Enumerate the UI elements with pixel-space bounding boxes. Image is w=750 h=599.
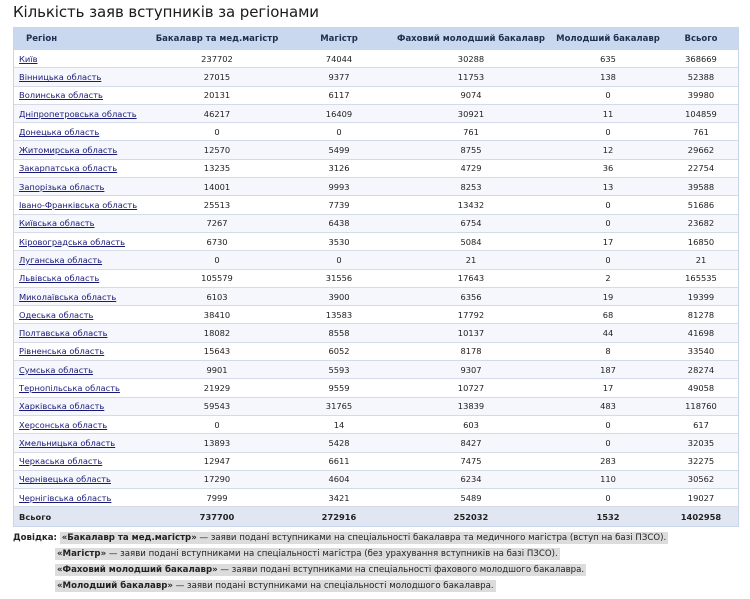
cell-bachelor: 6730 <box>146 232 288 250</box>
cell-region <box>14 68 146 86</box>
cell-region <box>14 287 146 305</box>
region-link[interactable]: Тернопільська область <box>19 382 120 393</box>
table-row <box>14 397 738 415</box>
cell-junior-specialist: 5084 <box>390 232 552 250</box>
table-row <box>14 86 738 104</box>
cell-junior-bachelor: 13 <box>552 178 664 196</box>
note-junior-specialist <box>55 564 586 576</box>
note-text: — заяви подані вступниками на спеціальності бакалавра та медичного магістра (вступ на базі ПЗСО). <box>196 533 667 543</box>
cell-master: 5428 <box>288 434 390 452</box>
cell-junior-specialist: 13432 <box>390 196 552 214</box>
cell-junior-specialist: 17643 <box>390 269 552 287</box>
note-bachelor <box>60 532 669 544</box>
region-link[interactable]: Чернігівська область <box>19 492 112 503</box>
table-row <box>14 269 738 287</box>
note-term: «Фаховий молодший бакалавр» <box>57 565 218 575</box>
note-text: — заяви подані вступниками на спеціальності магістра (без урахування вступників на базі ПЗСО). <box>106 549 558 559</box>
cell-region <box>14 306 146 324</box>
cell-total: 32275 <box>664 452 738 470</box>
region-link[interactable]: Волинська область <box>19 90 103 101</box>
cell-region <box>14 269 146 287</box>
cell-master: 74044 <box>288 50 390 68</box>
cell-master: 14 <box>288 415 390 433</box>
table-row <box>14 141 738 159</box>
cell-region <box>14 251 146 269</box>
table-row <box>14 470 738 488</box>
cell-junior-specialist: 7475 <box>390 452 552 470</box>
cell-junior-specialist: 10137 <box>390 324 552 342</box>
region-link[interactable]: Сумська область <box>19 364 94 375</box>
cell-junior-specialist: 8178 <box>390 342 552 360</box>
cell-master: 4604 <box>288 470 390 488</box>
cell-bachelor: 21929 <box>146 379 288 397</box>
note-line <box>55 549 560 559</box>
cell-junior-bachelor: 483 <box>552 397 664 415</box>
cell-bachelor: 59543 <box>146 397 288 415</box>
note-line <box>55 565 586 575</box>
cell-total: 39588 <box>664 178 738 196</box>
region-link[interactable]: Хмельницька область <box>19 437 116 448</box>
table-row <box>14 159 738 177</box>
cell-master: 9377 <box>288 68 390 86</box>
cell-master: 16409 <box>288 104 390 122</box>
region-link[interactable]: Рівненська область <box>19 346 105 357</box>
total-cell-master: 272916 <box>288 507 390 527</box>
cell-junior-bachelor: 68 <box>552 306 664 324</box>
cell-region <box>14 470 146 488</box>
table-row <box>14 306 738 324</box>
table-row <box>14 324 738 342</box>
table-row <box>14 342 738 360</box>
note-term: «Магістр» <box>57 549 107 559</box>
cell-junior-bachelor: 17 <box>552 379 664 397</box>
column-header-region[interactable]: Регіон <box>14 28 146 50</box>
total-cell-bachelor: 737700 <box>146 507 288 527</box>
cell-junior-bachelor: 2 <box>552 269 664 287</box>
cell-master: 31556 <box>288 269 390 287</box>
cell-bachelor: 13893 <box>146 434 288 452</box>
table-row <box>14 379 738 397</box>
region-link[interactable]: Київ <box>19 53 38 64</box>
cell-total: 81278 <box>664 306 738 324</box>
cell-bachelor: 18082 <box>146 324 288 342</box>
cell-junior-specialist: 761 <box>390 123 552 141</box>
cell-region <box>14 141 146 159</box>
cell-junior-bachelor: 187 <box>552 361 664 379</box>
cell-bachelor: 20131 <box>146 86 288 104</box>
cell-master: 9559 <box>288 379 390 397</box>
cell-junior-bachelor: 110 <box>552 470 664 488</box>
cell-junior-specialist: 5489 <box>390 489 552 507</box>
cell-junior-specialist: 21 <box>390 251 552 269</box>
cell-region <box>14 86 146 104</box>
table-body <box>14 50 738 526</box>
cell-junior-bachelor: 17 <box>552 232 664 250</box>
cell-junior-bachelor: 0 <box>552 123 664 141</box>
table-row <box>14 287 738 305</box>
cell-junior-specialist: 30288 <box>390 50 552 68</box>
table-row <box>14 415 738 433</box>
cell-master: 5499 <box>288 141 390 159</box>
cell-bachelor: 105579 <box>146 269 288 287</box>
cell-master: 6117 <box>288 86 390 104</box>
cell-bachelor: 17290 <box>146 470 288 488</box>
cell-bachelor: 15643 <box>146 342 288 360</box>
column-header-total[interactable]: Всього <box>664 28 738 50</box>
applications-table-container <box>13 27 739 527</box>
cell-total: 30562 <box>664 470 738 488</box>
cell-total: 165535 <box>664 269 738 287</box>
cell-junior-bachelor: 36 <box>552 159 664 177</box>
cell-bachelor: 12570 <box>146 141 288 159</box>
table-row <box>14 361 738 379</box>
cell-bachelor: 46217 <box>146 104 288 122</box>
cell-region <box>14 361 146 379</box>
cell-region <box>14 196 146 214</box>
region-link[interactable]: Харківська область <box>19 401 105 412</box>
region-link[interactable]: Миколаївська область <box>19 291 117 302</box>
table-header-row <box>14 28 738 50</box>
cell-total: 118760 <box>664 397 738 415</box>
table-row <box>14 489 738 507</box>
cell-total: 32035 <box>664 434 738 452</box>
cell-total: 617 <box>664 415 738 433</box>
cell-bachelor: 38410 <box>146 306 288 324</box>
region-link[interactable]: Одеська область <box>19 309 94 320</box>
region-link[interactable]: Луганська область <box>19 254 103 265</box>
cell-junior-specialist: 8253 <box>390 178 552 196</box>
total-cell-junior-specialist: 252032 <box>390 507 552 527</box>
cell-junior-bachelor: 44 <box>552 324 664 342</box>
cell-bachelor: 7999 <box>146 489 288 507</box>
table-row <box>14 251 738 269</box>
cell-region <box>14 123 146 141</box>
cell-region <box>14 342 146 360</box>
note-text: — заяви подані вступниками на спеціальності молодшого бакалавра. <box>172 581 494 591</box>
note-line <box>55 581 496 591</box>
cell-junior-specialist: 603 <box>390 415 552 433</box>
table-row <box>14 50 738 68</box>
cell-master: 6438 <box>288 214 390 232</box>
cell-junior-specialist: 17792 <box>390 306 552 324</box>
cell-junior-bachelor: 0 <box>552 434 664 452</box>
applications-table <box>14 28 738 526</box>
cell-total: 19399 <box>664 287 738 305</box>
cell-region <box>14 232 146 250</box>
cell-junior-specialist: 9307 <box>390 361 552 379</box>
table-row <box>14 68 738 86</box>
cell-master: 6052 <box>288 342 390 360</box>
cell-region <box>14 104 146 122</box>
cell-bachelor: 7267 <box>146 214 288 232</box>
table-total-row <box>14 507 738 527</box>
region-link[interactable]: Київська область <box>19 218 95 229</box>
cell-region <box>14 50 146 68</box>
cell-junior-bachelor: 11 <box>552 104 664 122</box>
cell-region <box>14 379 146 397</box>
table-row <box>14 123 738 141</box>
cell-total: 29662 <box>664 141 738 159</box>
table-row <box>14 434 738 452</box>
cell-master: 6611 <box>288 452 390 470</box>
cell-master: 13583 <box>288 306 390 324</box>
page-title: Кількість заяв вступників за регіонами <box>13 3 319 21</box>
cell-junior-bachelor: 0 <box>552 214 664 232</box>
note-line <box>13 533 668 543</box>
cell-region <box>14 324 146 342</box>
region-link[interactable]: Черкаська область <box>19 456 103 467</box>
note-term: «Молодший бакалавр» <box>57 581 173 591</box>
cell-junior-specialist: 9074 <box>390 86 552 104</box>
cell-junior-specialist: 30921 <box>390 104 552 122</box>
cell-master: 3126 <box>288 159 390 177</box>
table-row <box>14 452 738 470</box>
cell-junior-specialist: 10727 <box>390 379 552 397</box>
cell-junior-bachelor: 0 <box>552 415 664 433</box>
cell-total: 22754 <box>664 159 738 177</box>
cell-total: 49058 <box>664 379 738 397</box>
cell-bachelor: 0 <box>146 251 288 269</box>
cell-total: 41698 <box>664 324 738 342</box>
cell-junior-bachelor: 0 <box>552 489 664 507</box>
region-link[interactable]: Чернівецька область <box>19 474 111 485</box>
region-link[interactable]: Вінницька область <box>19 71 102 82</box>
cell-junior-specialist: 6356 <box>390 287 552 305</box>
cell-bachelor: 237702 <box>146 50 288 68</box>
cell-bachelor: 9901 <box>146 361 288 379</box>
note-junior-bachelor <box>55 580 496 592</box>
cell-junior-specialist: 8755 <box>390 141 552 159</box>
total-cell-junior-bachelor: 1532 <box>552 507 664 527</box>
region-link[interactable]: Запорізька область <box>19 181 105 192</box>
cell-junior-bachelor: 0 <box>552 196 664 214</box>
cell-region <box>14 434 146 452</box>
column-header-bachelor[interactable]: Бакалавр та мед.магістр <box>146 28 288 50</box>
cell-junior-specialist: 8427 <box>390 434 552 452</box>
cell-bachelor: 6103 <box>146 287 288 305</box>
cell-master: 0 <box>288 251 390 269</box>
cell-master: 5593 <box>288 361 390 379</box>
cell-junior-bachelor: 283 <box>552 452 664 470</box>
region-link[interactable]: Львівська область <box>19 273 100 284</box>
table-row <box>14 232 738 250</box>
region-link[interactable]: Дніпропетровська область <box>19 108 137 119</box>
column-header-junior-specialist[interactable]: Фаховий молодший бакалавр <box>390 28 552 50</box>
cell-region <box>14 214 146 232</box>
note-text: — заяви подані вступниками на спеціальності фахового молодшого бакалавра. <box>217 565 585 575</box>
cell-total: 368669 <box>664 50 738 68</box>
note-master <box>55 548 560 560</box>
cell-junior-bachelor: 0 <box>552 86 664 104</box>
cell-total: 21 <box>664 251 738 269</box>
cell-total: 39980 <box>664 86 738 104</box>
table-row <box>14 178 738 196</box>
cell-master: 0 <box>288 123 390 141</box>
cell-junior-specialist: 11753 <box>390 68 552 86</box>
cell-junior-bachelor: 12 <box>552 141 664 159</box>
cell-junior-bachelor: 8 <box>552 342 664 360</box>
cell-junior-specialist: 6234 <box>390 470 552 488</box>
region-link[interactable]: Кіровоградська область <box>19 236 125 247</box>
total-cell-total: 1402958 <box>664 507 738 527</box>
cell-total: 23682 <box>664 214 738 232</box>
cell-junior-specialist: 6754 <box>390 214 552 232</box>
cell-master: 7739 <box>288 196 390 214</box>
cell-region <box>14 452 146 470</box>
cell-total: 19027 <box>664 489 738 507</box>
region-link[interactable]: Херсонська область <box>19 419 108 430</box>
cell-total: 28274 <box>664 361 738 379</box>
cell-region <box>14 397 146 415</box>
cell-total: 33540 <box>664 342 738 360</box>
cell-total: 761 <box>664 123 738 141</box>
cell-total: 51686 <box>664 196 738 214</box>
total-label: Всього <box>14 507 146 527</box>
column-header-master[interactable]: Магістр <box>288 28 390 50</box>
region-link[interactable]: Івано-Франківська область <box>19 200 138 211</box>
notes-prefix: Довідка: <box>13 533 57 543</box>
column-header-junior-bachelor[interactable]: Молодший бакалавр <box>552 28 664 50</box>
cell-bachelor: 0 <box>146 123 288 141</box>
cell-bachelor: 13235 <box>146 159 288 177</box>
cell-junior-bachelor: 138 <box>552 68 664 86</box>
cell-master: 9993 <box>288 178 390 196</box>
cell-bachelor: 25513 <box>146 196 288 214</box>
cell-junior-bachelor: 0 <box>552 251 664 269</box>
table-row <box>14 214 738 232</box>
region-link[interactable]: Донецька область <box>19 126 100 137</box>
table-row <box>14 104 738 122</box>
cell-region <box>14 489 146 507</box>
region-link[interactable]: Полтавська область <box>19 328 108 339</box>
cell-region <box>14 178 146 196</box>
cell-junior-bachelor: 635 <box>552 50 664 68</box>
cell-master: 8558 <box>288 324 390 342</box>
cell-total: 16850 <box>664 232 738 250</box>
cell-master: 3421 <box>288 489 390 507</box>
cell-total: 104859 <box>664 104 738 122</box>
cell-bachelor: 27015 <box>146 68 288 86</box>
region-link[interactable]: Житомирська область <box>19 145 118 156</box>
region-link[interactable]: Закарпатська область <box>19 163 118 174</box>
cell-bachelor: 12947 <box>146 452 288 470</box>
cell-total: 52388 <box>664 68 738 86</box>
cell-region <box>14 415 146 433</box>
cell-master: 31765 <box>288 397 390 415</box>
cell-junior-bachelor: 19 <box>552 287 664 305</box>
cell-junior-specialist: 13839 <box>390 397 552 415</box>
cell-master: 3900 <box>288 287 390 305</box>
cell-bachelor: 14001 <box>146 178 288 196</box>
note-term: «Бакалавр та мед.магістр» <box>61 533 197 543</box>
cell-bachelor: 0 <box>146 415 288 433</box>
table-row <box>14 196 738 214</box>
cell-junior-specialist: 4729 <box>390 159 552 177</box>
cell-region <box>14 159 146 177</box>
cell-master: 3530 <box>288 232 390 250</box>
